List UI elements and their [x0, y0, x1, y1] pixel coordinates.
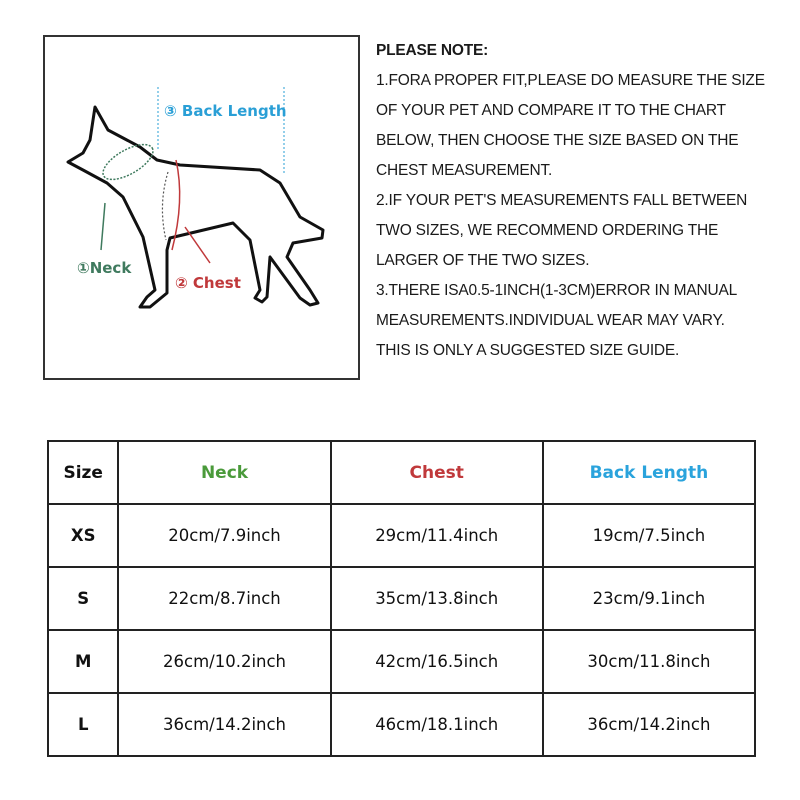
note-line: CHEST MEASUREMENT. — [376, 162, 553, 179]
chest-cell: 35cm/13.8inch — [331, 567, 543, 630]
header-chest: Chest — [331, 441, 543, 504]
neck-cell: 22cm/8.7inch — [118, 567, 330, 630]
note-line: BELOW, THEN CHOOSE THE SIZE BASED ON THE — [376, 132, 739, 149]
note-line: 1.FORA PROPER FIT,PLEASE DO MEASURE THE SIZE — [376, 72, 765, 89]
chest-cell: 46cm/18.1inch — [331, 693, 543, 756]
size-cell: XS — [48, 504, 118, 567]
table-row — [48, 504, 755, 567]
header-size: Size — [48, 441, 118, 504]
back-length-cell: 23cm/9.1inch — [543, 567, 755, 630]
note-title: PLEASE NOTE: — [376, 42, 489, 59]
note-line: THIS IS ONLY A SUGGESTED SIZE GUIDE. — [376, 342, 680, 359]
back-length-cell: 30cm/11.8inch — [543, 630, 755, 693]
size-chart-table — [47, 440, 756, 757]
note-line: 3.THERE ISA0.5-1INCH(1-3CM)ERROR IN MANUAL — [376, 282, 738, 299]
dog-silhouette-icon — [45, 37, 358, 378]
neck-cell: 20cm/7.9inch — [118, 504, 330, 567]
back-length-cell: 19cm/7.5inch — [543, 504, 755, 567]
chest-label: ② Chest — [175, 274, 241, 292]
table-header-row — [48, 441, 755, 504]
chest-cell: 29cm/11.4inch — [331, 504, 543, 567]
table-row — [48, 567, 755, 630]
note-line: TWO SIZES, WE RECOMMEND ORDERING THE — [376, 222, 719, 239]
header-back-length: Back Length — [543, 441, 755, 504]
back-length-cell: 36cm/14.2inch — [543, 693, 755, 756]
table-row — [48, 693, 755, 756]
size-cell: M — [48, 630, 118, 693]
note-line: LARGER OF THE TWO SIZES. — [376, 252, 590, 269]
note-line: MEASUREMENTS.INDIVIDUAL WEAR MAY VARY. — [376, 312, 725, 329]
table-row — [48, 630, 755, 693]
size-cell: L — [48, 693, 118, 756]
note-line: 2.IF YOUR PET'S MEASUREMENTS FALL BETWEEN — [376, 192, 748, 209]
back-length-label: ③ Back Length — [164, 102, 287, 120]
header-neck: Neck — [118, 441, 330, 504]
measurement-diagram — [43, 35, 360, 380]
note-line: OF YOUR PET AND COMPARE IT TO THE CHART — [376, 102, 726, 119]
neck-label: ①Neck — [77, 259, 132, 277]
chest-cell: 42cm/16.5inch — [331, 630, 543, 693]
neck-cell: 36cm/14.2inch — [118, 693, 330, 756]
please-note — [376, 36, 776, 366]
size-cell: S — [48, 567, 118, 630]
neck-cell: 26cm/10.2inch — [118, 630, 330, 693]
